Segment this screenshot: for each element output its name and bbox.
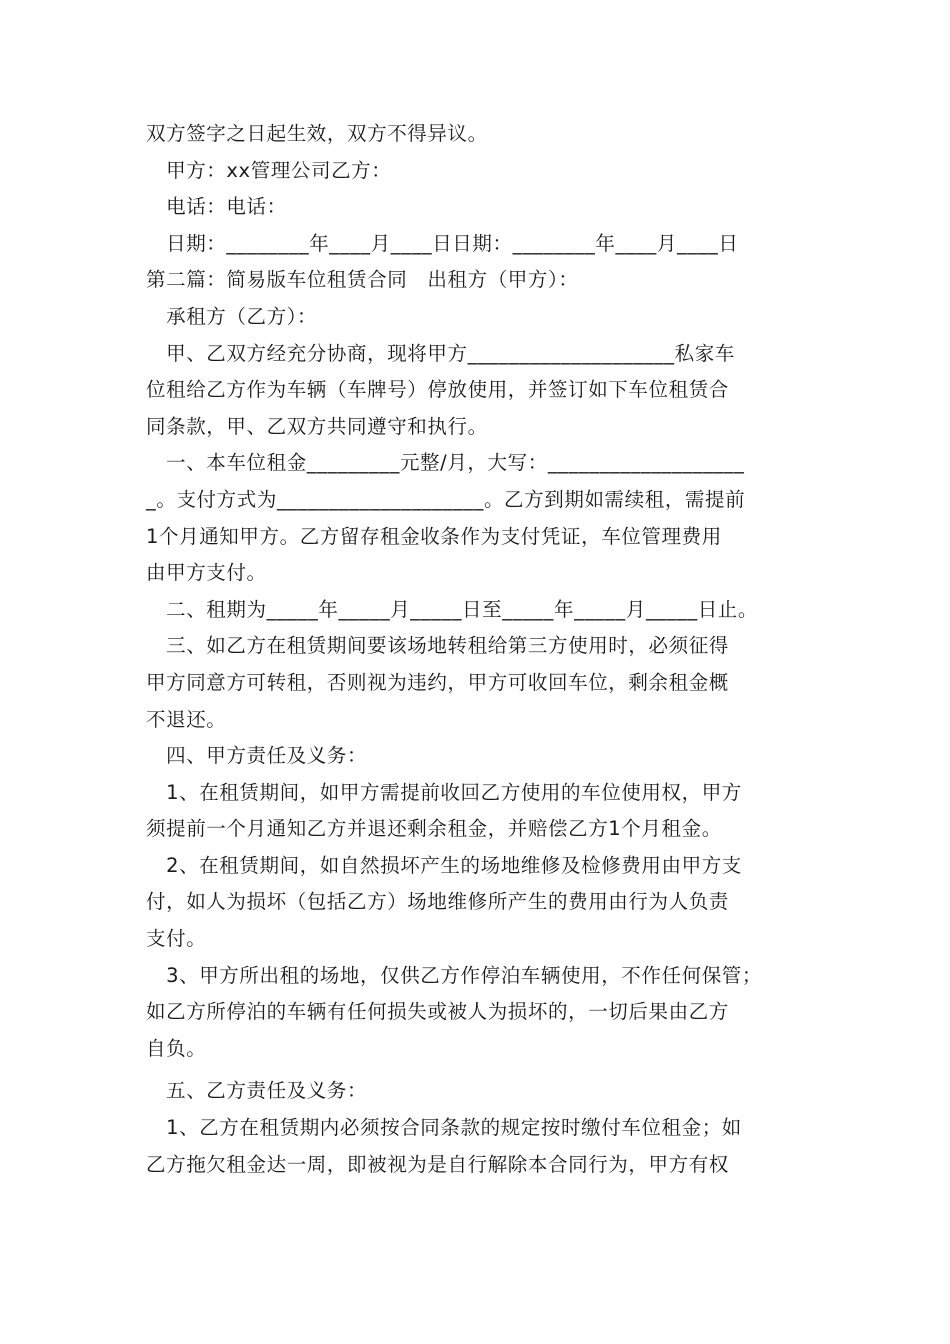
text-line: 付，如人为损坏（包括乙方）场地维修所产生的费用由行为人负责 [146, 890, 729, 914]
text-line: 1、在租赁期间，如甲方需提前收回乙方使用的车位使用权，甲方 [146, 780, 742, 804]
text-line: 双方签字之日起生效，双方不得异议。 [146, 122, 488, 145]
text-line: 一、本车位租金_________元整/月，大写：___________________ [146, 451, 745, 475]
text-line: 1个月通知甲方。乙方留存租金收条作为支付凭证，车位管理费用 [146, 524, 722, 548]
text-line: 3、甲方所出租的场地，仅供乙方作停泊车辆使用，不作任何保管； [146, 963, 763, 987]
text-line: 支付。 [146, 927, 207, 951]
text-line: 电话：电话： [146, 195, 287, 219]
text-line: 位租给乙方作为车辆（车牌号）停放使用，并签订如下车位租赁合 [146, 378, 729, 402]
text-line: 乙方拖欠租金达一周，即被视为是自行解除本合同行为，甲方有权 [146, 1152, 729, 1176]
text-line: 须提前一个月通知乙方并退还剩余租金，并赔偿乙方1个月租金。 [146, 817, 722, 841]
text-line: 同条款，甲、乙双方共同遵守和执行。 [146, 414, 488, 438]
clause-heading: 四、甲方责任及义务： [146, 744, 368, 768]
text-line: 甲方同意方可转租，否则视为违约，甲方可收回车位，剩余租金概 [146, 670, 729, 694]
text-line: 承租方（乙方）： [146, 304, 318, 328]
text-line: _。支付方式为____________________。乙方到期如需续租，需提前 [146, 487, 746, 511]
text-line: 由甲方支付。 [146, 561, 267, 585]
text-line: 如乙方所停泊的车辆有任何损失或被人为损坏的，一切后果由乙方 [146, 1000, 729, 1024]
text-line: 甲、乙双方经充分协商，现将甲方____________________私家车 [146, 341, 735, 365]
text-line: 1、乙方在租赁期内必须按合同条款的规定按时缴付车位租金；如 [146, 1116, 742, 1140]
text-line: 不退还。 [146, 707, 227, 731]
text-line: 甲方：xx管理公司乙方： [146, 158, 392, 182]
text-line: 三、如乙方在租赁期间要该场地转租给第三方使用时，必须征得 [146, 634, 729, 658]
text-line: 自负。 [146, 1036, 207, 1060]
clause-heading: 五、乙方责任及义务： [146, 1079, 368, 1103]
text-line: 二、租期为_____年_____月_____日至_____年_____月_____日止。 [146, 597, 758, 621]
text-line: 2、在租赁期间，如自然损坏产生的场地维修及检修费用由甲方支 [146, 853, 742, 877]
document-body [146, 116, 808, 1183]
text-line: 日期：________年____月____日日期：________年____月____日 [146, 231, 739, 255]
section-heading: 第二篇：简易版车位租赁合同 出租方（甲方）： [146, 268, 579, 292]
